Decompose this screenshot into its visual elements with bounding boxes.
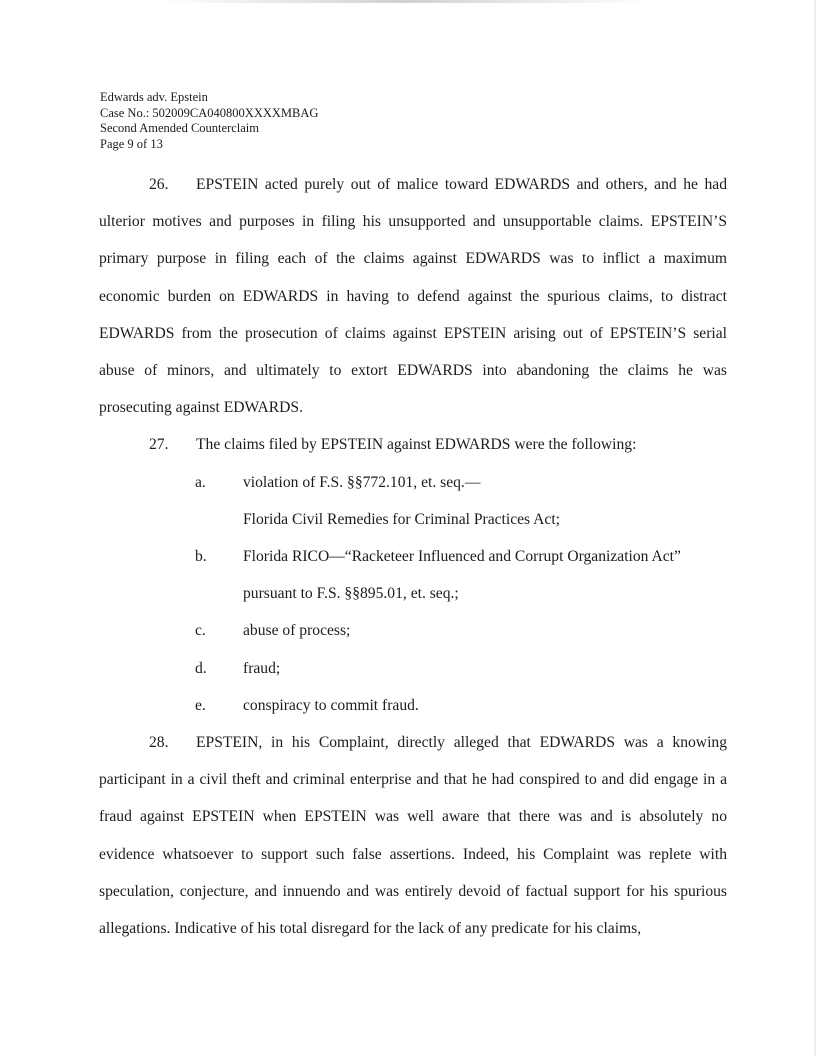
- paragraph-28: [99, 724, 727, 947]
- list-item-b-continuation: pursuant to F.S. §§895.01, et. seq.;: [243, 585, 459, 603]
- list-item-b: [195, 538, 727, 575]
- page-header: [100, 90, 318, 152]
- list-item-a-continuation: Florida Civil Remedies for Criminal Practices Act;: [243, 510, 561, 528]
- list-item-a: [195, 464, 727, 501]
- paragraph-number: 26.: [149, 176, 169, 193]
- list-item-text: abuse of process;: [243, 622, 351, 640]
- claims-list: [99, 464, 727, 724]
- paragraph-number: 27.: [149, 436, 169, 454]
- list-item-text: fraud;: [243, 659, 281, 677]
- list-item-label: c.: [195, 622, 206, 640]
- list-item-c: [195, 612, 727, 649]
- paragraph-27: [99, 426, 727, 463]
- paragraph-26: [99, 166, 727, 426]
- case-number: Case No.: 502009CA040800XXXXMBAG: [100, 105, 319, 120]
- list-item-d: [195, 650, 727, 687]
- list-item-label: e.: [195, 696, 206, 714]
- list-item-e: [195, 687, 727, 724]
- paragraph-text: The claims filed by EPSTEIN against EDWARDS were the following:: [196, 436, 637, 454]
- document-body: [99, 166, 727, 947]
- paragraph-text: EPSTEIN acted purely out of malice toward EDWARDS and others, and he had ulterior motives and purposes in filing his unsupported and unsupportable claims. EPSTEIN’S primary purpose in filing each of the claims against EDWARDS was to inflict a maximum economic burden on EDWARDS in having to defend against the spurious claims, to distract EDWARDS from the prosecution of claims against EPSTEIN arising out of EPSTEIN’S serial abuse of minors, and ultimately to extort EDWARDS into abandoning the claims he was prosecuting against EDWARDS.: [99, 176, 727, 417]
- list-item-label: a.: [195, 473, 206, 491]
- list-item-label: b.: [195, 548, 207, 566]
- list-item-label: d.: [195, 659, 207, 677]
- paragraph-number: 28.: [149, 734, 169, 752]
- case-name: Edwards adv. Epstein: [100, 90, 208, 104]
- page-number: Page 9 of 13: [100, 136, 163, 151]
- paragraph-text: EPSTEIN, in his Complaint, directly alleged that EDWARDS was a knowing participant in a civil theft and criminal enterprise and that he had conspired to and did engage in a fraud against EPSTEIN when EPSTEIN was well aware that there was and is absolutely no evidence whatsoever to support such false assertions. Indeed, his Complaint was replete with speculation, conjecture, and innuendo and was entirely devoid of factual support for his spurious allegations. Indicative of his total disregard for the lack of any predicate for his claims,: [99, 734, 727, 938]
- list-item-text: conspiracy to commit fraud.: [243, 696, 419, 714]
- list-item-text: Florida RICO—“Racketeer Influenced and Corrupt Organization Act”: [243, 548, 681, 566]
- scan-edge-top: [160, 0, 650, 3]
- document-title: Second Amended Counterclaim: [100, 121, 259, 135]
- list-item-text: violation of F.S. §§772.101, et. seq.—: [243, 473, 481, 491]
